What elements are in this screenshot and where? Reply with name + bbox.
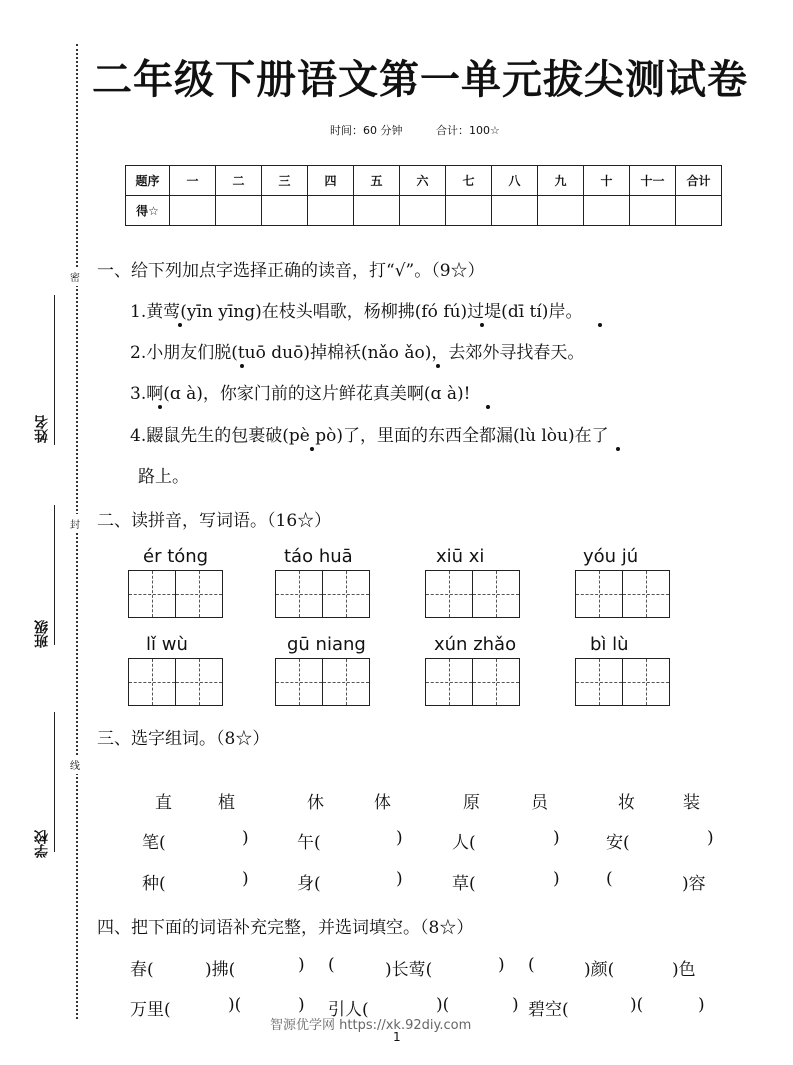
blank-open: 安( (606, 833, 630, 853)
score-cell[interactable] (308, 196, 354, 226)
section3-heading: 三、选字组词。（8☆） (97, 729, 270, 749)
cut-mark-feng: 封 (70, 514, 80, 533)
writing-grid[interactable] (275, 658, 368, 706)
name-label: 姓名 (34, 415, 50, 443)
score-table-header-row (126, 166, 722, 196)
choice-char: 体 (374, 793, 391, 813)
idiom-part: )长莺( (385, 960, 433, 980)
section2-heading: 二、读拼音，写词语。（16☆） (97, 511, 332, 531)
school-label: 学校 (34, 830, 50, 858)
idiom-part: ) (698, 995, 705, 1015)
blank-close: ) (396, 828, 403, 848)
idiom-part: )拂( (205, 960, 236, 980)
score-header-cell: 九 (538, 166, 584, 196)
choice-char: 妆 (618, 793, 635, 813)
watermark-url: 智源优学网 https://xk.92diy.com (270, 1018, 472, 1033)
blank-open: 笔( (142, 833, 166, 853)
idiom-part: 碧空( (528, 1000, 569, 1020)
idiom-part: ) (498, 955, 505, 975)
idiom-part: )( (630, 995, 644, 1015)
score-row-label: 得☆ (126, 196, 170, 226)
class-field[interactable] (54, 505, 55, 645)
school-field[interactable] (54, 712, 55, 852)
score-header-cell: 合计 (676, 166, 722, 196)
score-header-cell: 三 (262, 166, 308, 196)
writing-grid[interactable] (575, 658, 668, 706)
section1-item-4-cont: 路上。 (138, 467, 189, 487)
choice-char: 装 (683, 793, 700, 813)
pinyin-prompt: bì lù (590, 634, 629, 655)
score-header-cell: 一 (170, 166, 216, 196)
idiom-part: )( (436, 995, 450, 1015)
page-title: 二年级下册语文第一单元拔尖测试卷 (92, 57, 748, 103)
choice-char: 休 (307, 793, 324, 813)
score-cell[interactable] (538, 196, 584, 226)
blank-open: ( (606, 869, 613, 889)
pinyin-prompt: lǐ wù (146, 634, 188, 655)
score-cell[interactable] (400, 196, 446, 226)
writing-grid[interactable] (425, 658, 518, 706)
section1-heading: 一、给下列加点字选择正确的读音，打“√”。（9☆） (97, 261, 485, 281)
blank-close: ) (707, 828, 714, 848)
score-header-cell: 二 (216, 166, 262, 196)
section1-item-2: 2.小朋友们脱(tuō duō)掉棉袄(nǎo ǎo)，去郊外寻找春天。 (130, 343, 585, 363)
blank-open: 种( (142, 874, 166, 894)
writing-grid[interactable] (575, 570, 668, 618)
section4-heading: 四、把下面的词语补充完整，并选词填空。（8☆） (97, 918, 474, 938)
emphasis-dot (486, 405, 490, 409)
class-label: 班级 (34, 620, 50, 648)
idiom-part: ) (512, 995, 519, 1015)
idiom-part: 万里( (130, 1000, 171, 1020)
emphasis-dot (480, 323, 484, 327)
score-table (125, 165, 722, 226)
score-header-cell: 五 (354, 166, 400, 196)
score-header-cell: 八 (492, 166, 538, 196)
blank-close: ) (553, 869, 560, 889)
writing-grid[interactable] (128, 658, 221, 706)
name-field[interactable] (54, 295, 55, 445)
cut-mark-mi: 密 (70, 267, 80, 286)
idiom-part: ( (528, 955, 535, 975)
pinyin-prompt: táo huā (284, 546, 353, 567)
idiom-part: 引人( (328, 1000, 369, 1020)
score-header-cell: 题序 (126, 166, 170, 196)
blank-open: 身( (297, 874, 321, 894)
score-cell[interactable] (492, 196, 538, 226)
idiom-part: ) (298, 995, 305, 1015)
section1-item-3: 3.啊(ɑ à)，你家门前的这片鲜花真美啊(ɑ à)! (130, 384, 471, 404)
score-cell[interactable] (446, 196, 492, 226)
pinyin-prompt: yóu jú (583, 546, 639, 567)
score-header-cell: 六 (400, 166, 446, 196)
idiom-part: )颜( (584, 960, 615, 980)
pinyin-prompt: xiū xi (436, 546, 485, 567)
blank-open: 草( (452, 874, 476, 894)
score-cell[interactable] (584, 196, 630, 226)
section1-item-4: 4.鼹鼠先生的包裹破(pè pò)了，里面的东西全都漏(lù lòu)在了 (130, 426, 609, 446)
blank-close: ) (242, 828, 249, 848)
score-header-cell: 十 (584, 166, 630, 196)
idiom-part: ) (298, 955, 305, 975)
cut-mark-xian: 线 (70, 755, 80, 774)
section1-item-1: 1.黄莺(yīn yīng)在枝头唱歌，杨柳拂(fó fú)过堤(dī tí)岸。 (130, 302, 583, 322)
choice-char: 直 (155, 793, 172, 813)
writing-grid[interactable] (128, 570, 221, 618)
score-table-score-row (126, 196, 722, 226)
time-limit: 时间：60 分钟 (330, 124, 403, 137)
idiom-part: 春( (130, 960, 154, 980)
score-header-cell: 七 (446, 166, 492, 196)
blank-close: ) (396, 869, 403, 889)
choice-char: 植 (218, 793, 235, 813)
idiom-part: )( (228, 995, 242, 1015)
pinyin-prompt: xún zhǎo (434, 634, 517, 655)
blank-close: ) (242, 869, 249, 889)
emphasis-dot (598, 323, 602, 327)
blank-open: 人( (452, 833, 476, 853)
pinyin-prompt: gū niang (287, 634, 366, 655)
writing-grid[interactable] (425, 570, 518, 618)
blank-close: ) (553, 828, 560, 848)
emphasis-dot (240, 364, 244, 368)
score-header-cell: 十一 (630, 166, 676, 196)
score-cell[interactable] (262, 196, 308, 226)
score-cell[interactable] (354, 196, 400, 226)
score-cell[interactable] (676, 196, 722, 226)
emphasis-dot (616, 447, 620, 451)
total-score: 合计：100☆ (436, 124, 500, 137)
idiom-part: )色 (672, 960, 696, 980)
idiom-part: ( (328, 955, 335, 975)
writing-grid[interactable] (275, 570, 368, 618)
score-cell[interactable] (170, 196, 216, 226)
score-header-cell: 四 (308, 166, 354, 196)
score-cell[interactable] (216, 196, 262, 226)
choice-char: 员 (531, 793, 548, 813)
blank-close: )容 (682, 874, 706, 894)
page-number: 1 (393, 1030, 401, 1044)
choice-char: 原 (463, 793, 480, 813)
emphasis-dot (436, 364, 440, 368)
pinyin-prompt: ér tóng (143, 546, 209, 567)
blank-open: 午( (297, 833, 321, 853)
exam-meta (330, 122, 530, 138)
emphasis-dot (178, 323, 182, 327)
emphasis-dot (158, 405, 162, 409)
score-cell[interactable] (630, 196, 676, 226)
emphasis-dot (310, 447, 314, 451)
